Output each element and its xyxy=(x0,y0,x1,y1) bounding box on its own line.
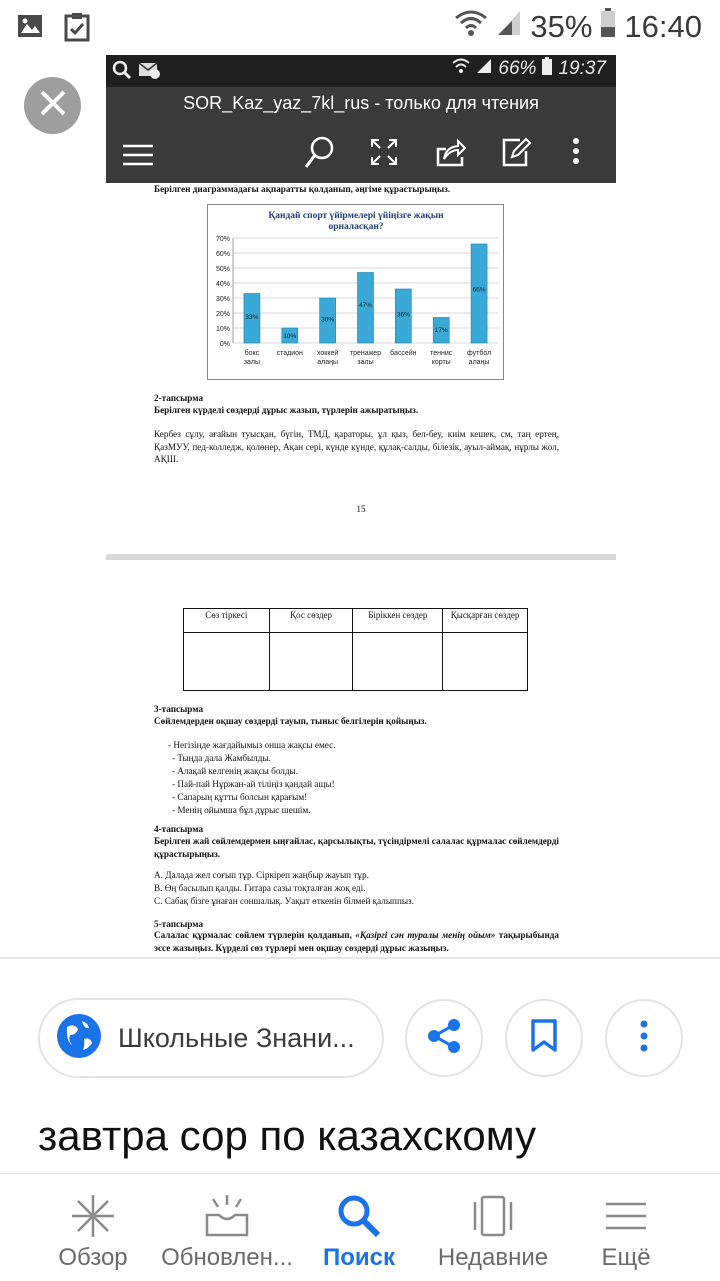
globe-icon xyxy=(56,1013,102,1064)
y-tick-label: 0% xyxy=(219,341,230,348)
y-tick-label: 50% xyxy=(215,266,230,273)
task4-item: А. Далада жел соғып тұр. Сіркіреп жаңбыр жауып тұр. xyxy=(154,870,369,880)
table-cell xyxy=(269,633,353,691)
task4-title: 4-тапсырма xyxy=(154,824,204,834)
document-toolbar xyxy=(106,133,616,179)
y-tick-label: 70% xyxy=(215,236,230,243)
inner-search-icon xyxy=(112,60,132,85)
battery-icon xyxy=(600,8,616,46)
x-tick-label: бассейн xyxy=(390,350,417,357)
task2-word-list: Кербез сұлу, ағайын туысқан, бүгін, ТМД, қараторы, ұл қыз, бел-беу, киім кешек, см, таң ертең, ҚазМУУ, пед-колледж, қолөнер, Ақан сері, күнде күнде, құлақ-салды, білезік, ауыл-аймақ, нұрлы жол, АҚШ. xyxy=(154,429,559,465)
task3-item: - Пай-пай Нұржан-ай тіліңіз қандай ащы! xyxy=(172,779,335,789)
chart-container xyxy=(207,204,504,380)
task4-instruction: Берілген жай сөйлемдермен ыңғайлас, қарсылықты, түсіндірмелі салалас құрмалас сөйлемдерді құрастырыңыз. xyxy=(154,836,559,859)
chart-title: Қандай спорт үйірмелері үйіңізге жақын xyxy=(268,211,444,221)
inner-clock: 19:37 xyxy=(558,58,606,79)
x-tick-label: стадион xyxy=(276,350,303,357)
task3-item: - Менің ойымша бұл дұрыс шешім. xyxy=(172,805,311,815)
y-tick-label: 60% xyxy=(215,251,230,258)
data-label: 10% xyxy=(283,332,297,340)
status-bar xyxy=(0,0,720,56)
table-cell xyxy=(353,633,443,691)
table-header: Қысқарған сөздер xyxy=(443,609,528,633)
y-tick-label: 30% xyxy=(215,296,230,303)
x-tick-label: корты xyxy=(431,359,451,366)
document-page xyxy=(106,183,616,955)
x-tick-label: алаңы xyxy=(468,359,490,366)
sheet-divider xyxy=(0,957,720,959)
more-vertical-icon xyxy=(640,1020,648,1057)
table-header: Сөз тіркесі xyxy=(184,609,270,633)
share-icon xyxy=(425,1017,463,1060)
task3-item: - Тыңда дала Жамбылды. xyxy=(172,753,271,763)
inner-wifi-icon xyxy=(452,58,470,80)
data-label: 47% xyxy=(358,302,373,310)
nav-label: Обзор xyxy=(58,1244,128,1271)
inner-app-header xyxy=(106,55,616,183)
chart-title-line2: орналасқан? xyxy=(328,222,384,232)
data-label: 66% xyxy=(472,286,486,294)
signal-icon xyxy=(496,9,522,45)
search-icon[interactable] xyxy=(303,135,335,176)
data-label: 33% xyxy=(245,313,259,321)
x-tick-label: залы xyxy=(357,359,374,366)
task2-title: 2-тапсырма xyxy=(154,393,204,403)
data-label: 17% xyxy=(434,326,448,334)
menu-lines-icon xyxy=(604,1192,648,1240)
task4-item: В. Өң басылып қалды. Гитара сазы тоқталған жоқ еді. xyxy=(154,883,366,893)
task2-instruction: Берілген күрделі сөздерді дұрыс жазып, түрлерін ажыратыңыз. xyxy=(154,405,419,415)
y-tick-label: 40% xyxy=(215,281,230,288)
nav-item-more[interactable] xyxy=(586,1174,666,1281)
fullscreen-icon[interactable] xyxy=(371,139,397,170)
table-header: Қос сөздер xyxy=(269,609,353,633)
share-icon[interactable] xyxy=(436,137,466,172)
task3-item: - Сапарың құтты болсын қарағым! xyxy=(172,792,308,802)
share-button[interactable] xyxy=(405,999,483,1077)
document-title: SOR_Kaz_yaz_7kl_rus - только для чтения xyxy=(183,93,539,113)
nav-item-discover[interactable] xyxy=(40,1174,146,1281)
bookmark-button[interactable] xyxy=(505,999,583,1077)
more-button[interactable] xyxy=(605,999,683,1077)
close-button[interactable] xyxy=(24,77,81,134)
data-label: 36% xyxy=(396,311,410,319)
task5-title: 5-тапсырма xyxy=(154,919,204,929)
battery-percent: 35% xyxy=(530,9,593,44)
table-header: Біріккен сөздер xyxy=(353,609,443,633)
page-number: 15 xyxy=(356,504,366,514)
bottom-nav xyxy=(0,1173,720,1280)
nav-item-updates[interactable] xyxy=(156,1174,298,1281)
inner-mail-icon xyxy=(138,60,160,85)
data-label: 30% xyxy=(321,316,335,324)
task3-title: 3-тапсырма xyxy=(154,704,204,714)
x-tick-label: алаңы xyxy=(317,359,339,366)
nav-item-search[interactable] xyxy=(308,1174,410,1281)
updates-tray-icon xyxy=(203,1192,251,1240)
inner-battery-percent: 66% xyxy=(498,58,537,79)
y-tick-label: 10% xyxy=(215,326,230,333)
more-options-icon[interactable] xyxy=(572,137,580,170)
x-tick-label: теннис xyxy=(430,350,453,357)
task5-instruction: Салалас құрмалас сөйлем түрлерін қолданып, «Қазіргі сән туралы менің ойым» тақырыбында эссе жазыңыз. Күрделі сөз түрлері мен оқшау сөздерді дұрыс жазыңыз. xyxy=(154,930,559,953)
x-tick-label: футбол xyxy=(466,350,492,357)
task4-item: С. Сабақ бізге ұнаған соншалық. Уақыт өткенін білмей қалыппыз. xyxy=(154,896,414,906)
source-label: Школьные Знани... xyxy=(118,1022,355,1053)
wifi-icon xyxy=(454,9,488,45)
asterisk-icon xyxy=(70,1192,116,1240)
nav-label: Поиск xyxy=(322,1244,396,1271)
task3-instruction: Сөйлемдерден оқшау сөздерді тауып, тыныс белгілерін қойыңыз. xyxy=(154,716,427,726)
x-tick-label: хоккей xyxy=(316,350,339,357)
inner-status-bar xyxy=(106,55,616,87)
table-cell xyxy=(184,633,270,691)
task3-item: - Алақай келгенің жақсы болды. xyxy=(172,766,299,776)
nav-label: Ещё xyxy=(601,1244,651,1271)
inner-battery-icon xyxy=(542,57,552,81)
task3-item: - Негізінде жағдайымыз онша жақсы емес. xyxy=(168,740,336,750)
nav-label: Обновлен... xyxy=(161,1244,293,1271)
search-query-text: завтра сор по казахскому xyxy=(38,1112,537,1159)
y-tick-label: 20% xyxy=(215,311,230,318)
nav-label: Недавние xyxy=(437,1244,549,1271)
intro-line: Берілген диаграммадағы ақпаратты қолданып, әңгіме құрастырыңыз. xyxy=(154,184,451,194)
source-chip[interactable] xyxy=(38,998,384,1078)
edit-icon[interactable] xyxy=(502,137,532,172)
table-cell xyxy=(443,633,528,691)
x-tick-label: залы xyxy=(243,359,261,366)
word-classification-table xyxy=(183,608,528,691)
gallery-icon xyxy=(16,12,44,47)
search-icon xyxy=(337,1192,381,1240)
recent-cards-icon xyxy=(470,1192,516,1240)
nav-item-recent[interactable] xyxy=(428,1174,558,1281)
menu-icon[interactable] xyxy=(122,143,154,172)
x-tick-label: бокс xyxy=(244,350,260,357)
bookmark-icon xyxy=(530,1019,558,1058)
bar-chart xyxy=(208,205,505,381)
inner-signal-icon xyxy=(476,58,492,80)
task-check-icon xyxy=(64,12,90,47)
x-tick-label: тренажер xyxy=(349,350,382,357)
close-icon xyxy=(39,89,67,122)
page-separator xyxy=(106,554,616,560)
clock: 16:40 xyxy=(624,9,702,44)
